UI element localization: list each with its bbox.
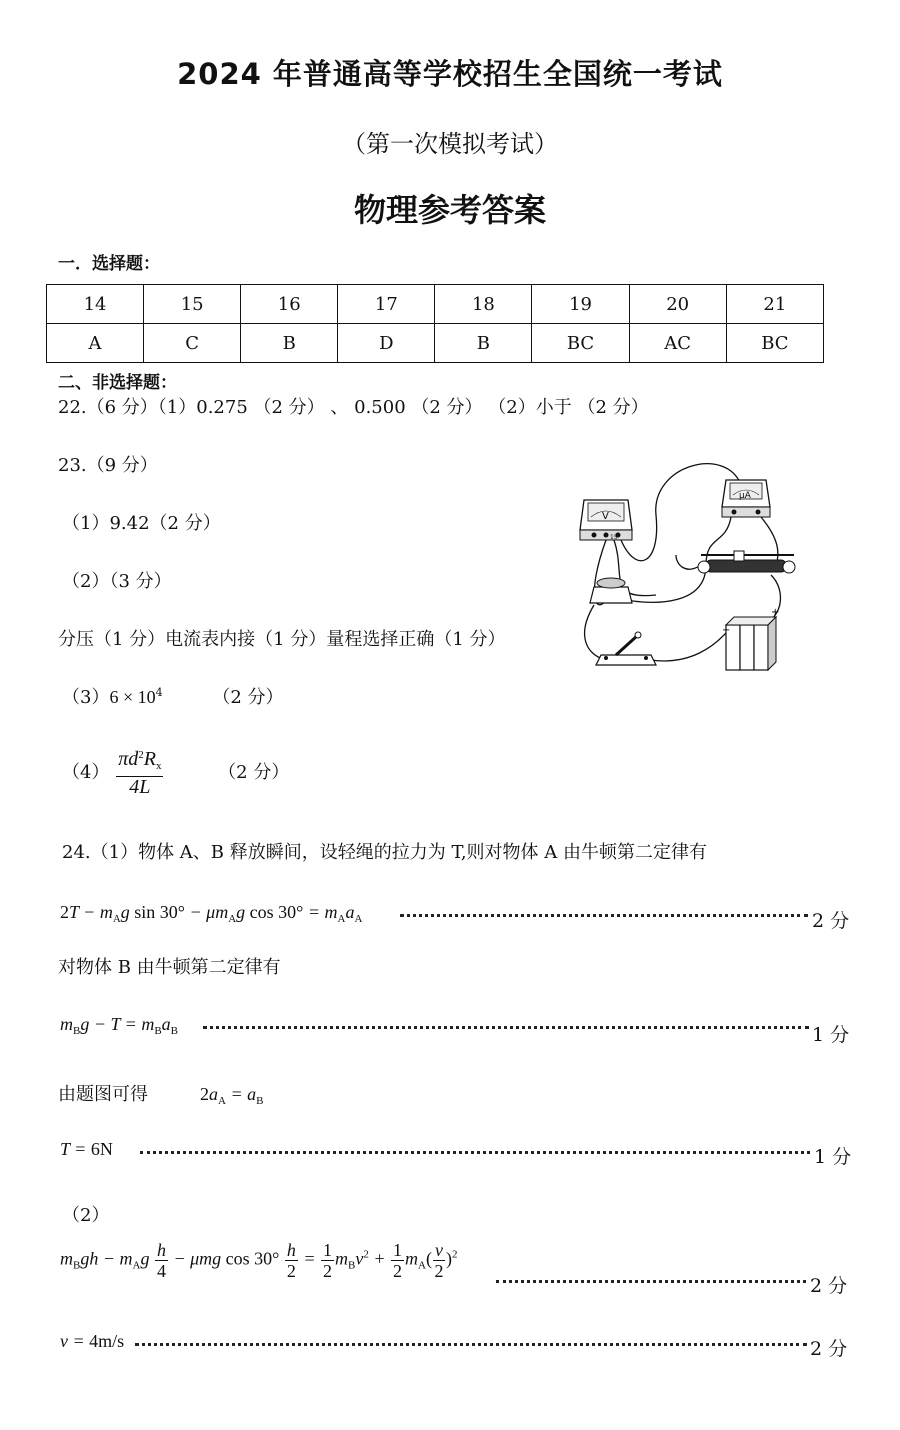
q23-part2-detail: 分压（1 分）电流表内接（1 分）量程选择正确（1 分） [58,629,506,650]
leader-dots [203,1026,809,1029]
score-eq3: 1 分 [814,1146,852,1168]
q22-answer: 22.（6 分）（1）0.275 （2 分） 、 0.500 （2 分） （2）小于 （2 分） [58,397,649,418]
section-heading-choice: 一．选择题： [58,254,160,274]
q23-part4-formula: $\frac{\pi d^2R_x}{4L}$ [116,745,163,797]
q23-part3-value: 6 × 10 [109,687,156,707]
table-cell: C [144,324,241,363]
exam-subtitle: （第一次模拟考试） [342,130,558,158]
q23-part1: （1）9.42（2 分） [62,513,221,534]
q23-part3 [62,683,284,709]
table-cell: 15 [144,285,241,324]
table-cell: D [338,324,435,363]
table-cell: 14 [47,285,144,324]
microammeter-icon [722,480,770,517]
table-cell: BC [532,324,629,363]
q23-part3-exponent: 4 [155,686,163,699]
microammeter-label: μA [739,491,751,501]
exam-title: 2024 年普通高等学校招生全国统一考试 [177,57,723,91]
score-eq1: 2 分 [812,910,850,932]
table-cell: 20 [629,285,726,324]
table-cell: 17 [338,285,435,324]
leader-dots [140,1151,810,1154]
table-cell: B [241,324,338,363]
q23-part3-score: （2 分） [212,687,284,708]
q23-title: 23.（9 分） [58,455,158,476]
q24-b-text: 对物体 B 由牛顿第二定律有 [58,957,281,978]
q24-fig-text: 由题图可得 [58,1084,148,1105]
score-eq4: 2 分 [810,1275,848,1297]
table-cell: 19 [532,285,629,324]
leader-dots [400,914,808,917]
table-cell: AC [629,324,726,363]
table-row-answers [47,324,824,363]
document-title: 物理参考答案 [353,191,546,229]
battery-icon [722,607,779,670]
score-eq5: 2 分 [810,1338,848,1360]
q23-part2: （2）（3 分） [62,571,172,592]
q23-part3-prefix: （3） [62,687,110,708]
leader-dots [496,1280,806,1283]
q24-part2: （2） [62,1205,110,1226]
table-cell: 16 [241,285,338,324]
answer-table [46,284,824,363]
section-heading-nonchoice: 二、非选择题： [58,373,177,393]
switch-icon [596,632,656,665]
score-eq2: 1 分 [812,1024,850,1046]
table-cell: A [47,324,144,363]
svg-text:−: − [722,625,731,636]
table-row-question-numbers [47,285,824,324]
circuit-diagram [566,455,806,675]
equation-energy: $m_Bgh - m_Ag$ $\frac{h}{4}$ − μmg cos 30° $\frac{h}{2}$ = $\frac{1}{2}$ $m_Bv^2$ + $\frac{1}{2}$ $m_A$( $\frac{v}{2}$ )$^2$ [60,1240,458,1281]
equation-b: $m_Bg - T = m_Ba_B$ [60,1014,179,1037]
table-cell: 18 [435,285,532,324]
rheostat-icon [698,551,795,573]
voltmeter-label: V [602,511,609,522]
equation-tension: T = 6N [60,1139,113,1159]
q23-part4-prefix: （4） [62,762,110,783]
table-cell: BC [726,324,823,363]
voltmeter-terminal-label: 15 [610,534,618,541]
q23-part4-score: （2 分） [218,762,290,783]
leader-dots [135,1343,807,1346]
equation-velocity: v = 4m/s [60,1331,125,1351]
table-cell: 21 [726,285,823,324]
equation-accel-relation: $2a_A = a_B$ [200,1084,264,1107]
equation-a: $2T - m_Ag$ $\sin 30^\circ - \mu m_Ag$ $\cos 30^\circ = m_Aa_A$ [60,902,363,925]
table-cell: B [435,324,532,363]
svg-text:+: + [771,607,780,618]
q23-part4 [62,745,289,797]
resistor-icon [590,578,632,603]
q24-intro: 24.（1）物体 A、B 释放瞬间，设轻绳的拉力为 T,则对物体 A 由牛顿第二定律有 [62,842,707,863]
voltmeter-icon [580,500,632,541]
